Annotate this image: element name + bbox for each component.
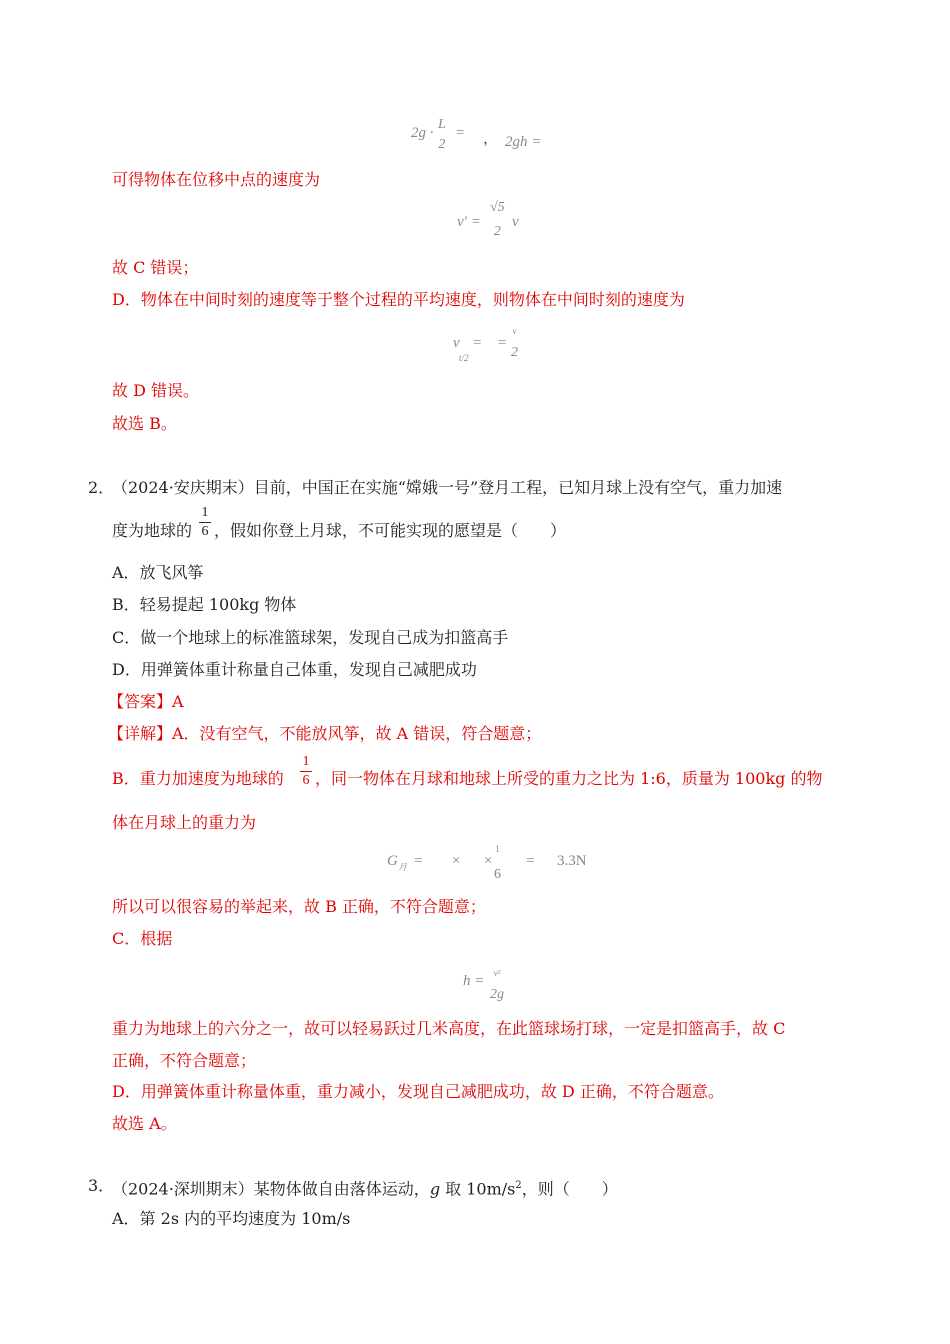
formula-2-frac-den: 2 [493, 224, 501, 239]
formula-g-fraction [494, 841, 501, 883]
formula-h-frac-den: 2g [490, 987, 504, 1002]
formula-2-frac-num: √5 [490, 200, 505, 215]
question-2-b-frac-num: 1 [302, 754, 310, 769]
formula-1-equals: = [455, 125, 466, 141]
formula-1-frac-den: 2 [438, 137, 446, 152]
question-2-choose: 故选 A。 [112, 1114, 177, 1133]
formula-3-lhs: v [453, 335, 460, 351]
text-midpoint-velocity: 可得物体在位移中点的速度为 [112, 170, 321, 189]
question-2-detail-b-line1a: B．重力加速度为地球的 [112, 769, 284, 788]
formula-h-lhs: h = [463, 973, 485, 989]
question-2-stem-fraction [199, 505, 211, 540]
question-3-stem-g: g [429, 1179, 441, 1199]
question-2-detail-b-line2: 体在月球上的重力为 [112, 813, 257, 832]
formula-1-frac-num: L [438, 117, 446, 132]
question-3-stem-a: （2024·深圳期末）某物体做自由落体运动， [112, 1179, 430, 1199]
formula-g-lhs: G [387, 853, 398, 869]
text-d-wrong: 故 D 错误。 [112, 381, 200, 400]
question-2-detail-c-line2: 重力为地球上的六分之一，故可以轻易跃过几米高度，在此篮球场打球，一定是扣篮高手，故 C [112, 1019, 786, 1038]
formula-1-comma: ， [483, 131, 499, 147]
question-2-detail-c-line1: C．根据 [112, 929, 173, 948]
formula-g-lhs-sub: 月 [398, 862, 408, 872]
question-2-stem-line2b: ，假如你登上月球，不可能实现的愿望是（ ） [214, 521, 567, 540]
question-2-stem-line2a: 度为地球的 [112, 521, 193, 540]
formula-3-frac-den: 2 [511, 345, 518, 360]
text-c-wrong: 故 C 错误； [112, 258, 199, 277]
text-d-explanation: D．物体在中间时刻的速度等于整个过程的平均速度，则物体在中间时刻的速度为 [112, 290, 685, 309]
question-2-frac-den: 6 [201, 524, 209, 539]
formula-1-right: 2gh = [505, 134, 542, 150]
formula-h-frac-num: v² [493, 968, 501, 978]
formula-2-fraction [490, 200, 505, 240]
question-2-number: 2． [88, 478, 115, 497]
question-2-detail-b-line3: 所以可以很容易的举起来，故 B 正确，不符合题意； [112, 897, 486, 916]
formula-g-times1: × [452, 853, 461, 869]
question-2-b-frac-den: 6 [302, 773, 310, 788]
question-2-detail-c-line3: 正确，不符合题意； [112, 1051, 257, 1070]
formula-3-lhs-sub: t/2 [459, 353, 469, 363]
formula-2-lhs: v′ = [457, 214, 481, 230]
formula-g-eq1: = [414, 853, 423, 869]
question-2-option-d: D．用弹簧体重计称量自己体重，发现自己减肥成功 [112, 660, 477, 679]
question-3-stem-sup: 2 [515, 1180, 522, 1191]
formula-h-fraction [490, 965, 504, 1003]
question-3-number: 3． [88, 1176, 115, 1195]
question-2-detail-b-line1b: ，同一物体在月球和地球上所受的重力之比为 1:6，质量为 100kg 的物 [315, 769, 823, 788]
formula-3-eq2: = [497, 335, 508, 351]
formula-3-eq1: = [472, 335, 483, 351]
formula-g-result: 3.3N [557, 853, 587, 869]
question-2-answer: 【答案】A [108, 692, 184, 711]
formula-1-left: 2g · [411, 125, 434, 141]
question-2-frac-num: 1 [201, 505, 209, 520]
formula-g-eq2: = [526, 853, 535, 869]
formula-2-rhs: v [512, 214, 519, 230]
formula-1-fraction [438, 117, 446, 153]
question-2-b-frac-bar [300, 771, 312, 772]
question-3-stem [112, 1175, 618, 1200]
formula-3-frac-num: v [512, 326, 517, 336]
question-2-frac-bar [199, 522, 211, 523]
question-3-option-a: A．第 2s 内的平均速度为 10m/s [112, 1209, 351, 1228]
formula-3-fraction [511, 323, 518, 361]
formula-g-times2: × [484, 853, 493, 869]
text-choose-b: 故选 B。 [112, 414, 177, 433]
question-2-detail-b-fraction [300, 754, 312, 789]
question-2-option-c: C．做一个地球上的标准篮球架，发现自己成为扣篮高手 [112, 628, 509, 647]
formula-g-frac-den: 6 [494, 867, 501, 882]
question-3-stem-c: ，则（ ） [521, 1179, 618, 1199]
question-2-option-a: A．放飞风筝 [112, 563, 204, 582]
question-2-detail-d: D．用弹簧体重计称量体重，重力减小，发现自己减肥成功，故 D 正确，不符合题意。 [112, 1082, 724, 1101]
question-2-stem-line1: （2024·安庆期末）目前，中国正在实施“嫦娥一号”登月工程，已知月球上没有空气，重力加速 [112, 478, 783, 497]
formula-g-frac-num: 1 [495, 844, 500, 854]
question-2-detail-a: 【详解】A．没有空气，不能放风筝，故 A 错误，符合题意； [108, 724, 542, 743]
question-2-option-b: B．轻易提起 100kg 物体 [112, 595, 297, 614]
question-3-stem-b: 取 10m/s [440, 1179, 516, 1199]
